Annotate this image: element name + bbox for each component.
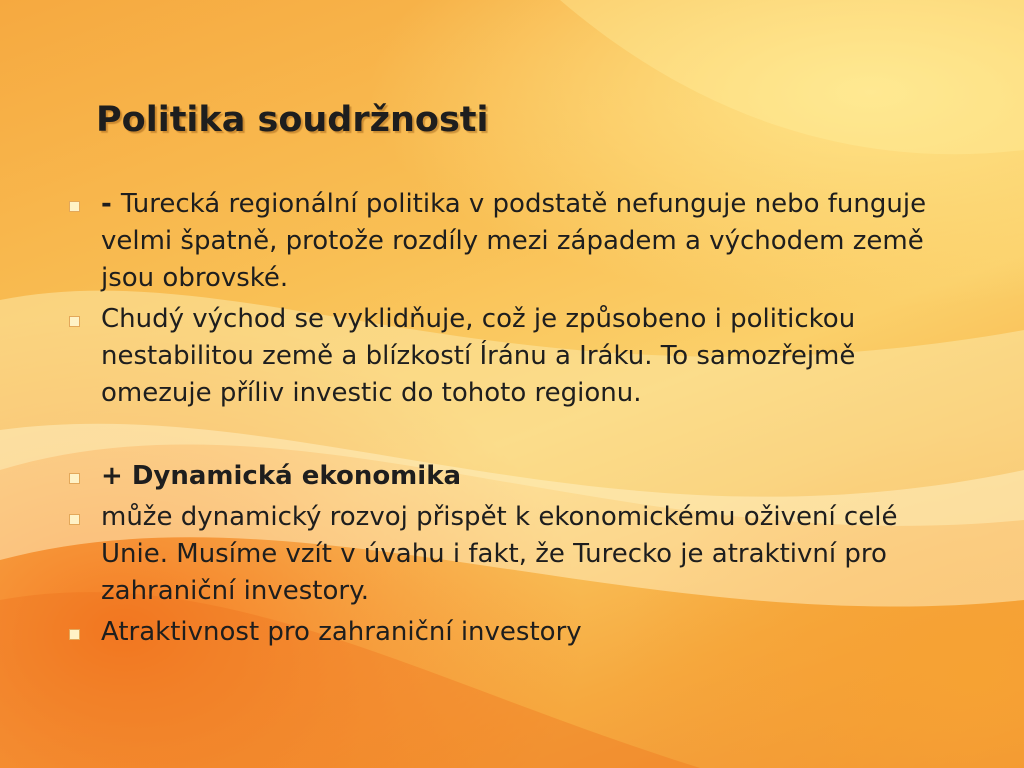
square-bullet-icon — [69, 316, 80, 327]
item-text: může dynamický rozvoj přispět k ekonomickému oživení celé Unie. Musíme vzít v úvahu i fakt, že Turecko je atraktivní pro zahraniční investory. — [101, 502, 898, 606]
square-bullet-icon — [69, 473, 80, 484]
list-item — [66, 499, 966, 610]
square-bullet-icon — [69, 514, 80, 525]
square-bullet-icon — [69, 201, 80, 212]
item-text: Turecká regionální politika v podstatě nefunguje nebo funguje velmi špatně, protože rozdíly mezi západem a východem země jsou obrovské. — [101, 189, 927, 293]
item-text: Atraktivnost pro zahraniční investory — [101, 617, 582, 647]
list-item — [66, 186, 966, 297]
bullet-list — [66, 186, 966, 655]
item-text: Chudý východ se vyklidňuje, což je způsobeno i politickou nestabilitou země a blízkostí Íránu a Iráku. To samozřejmě omezuje příliv investic do tohoto regionu. — [101, 304, 856, 408]
item-heading: + Dynamická ekonomika — [101, 461, 462, 491]
item-prefix: - — [101, 189, 121, 219]
list-item — [66, 301, 966, 412]
square-bullet-icon — [69, 629, 80, 640]
list-item — [66, 458, 966, 495]
list-item — [66, 614, 966, 651]
slide-title: Politika soudržnosti — [96, 100, 489, 140]
